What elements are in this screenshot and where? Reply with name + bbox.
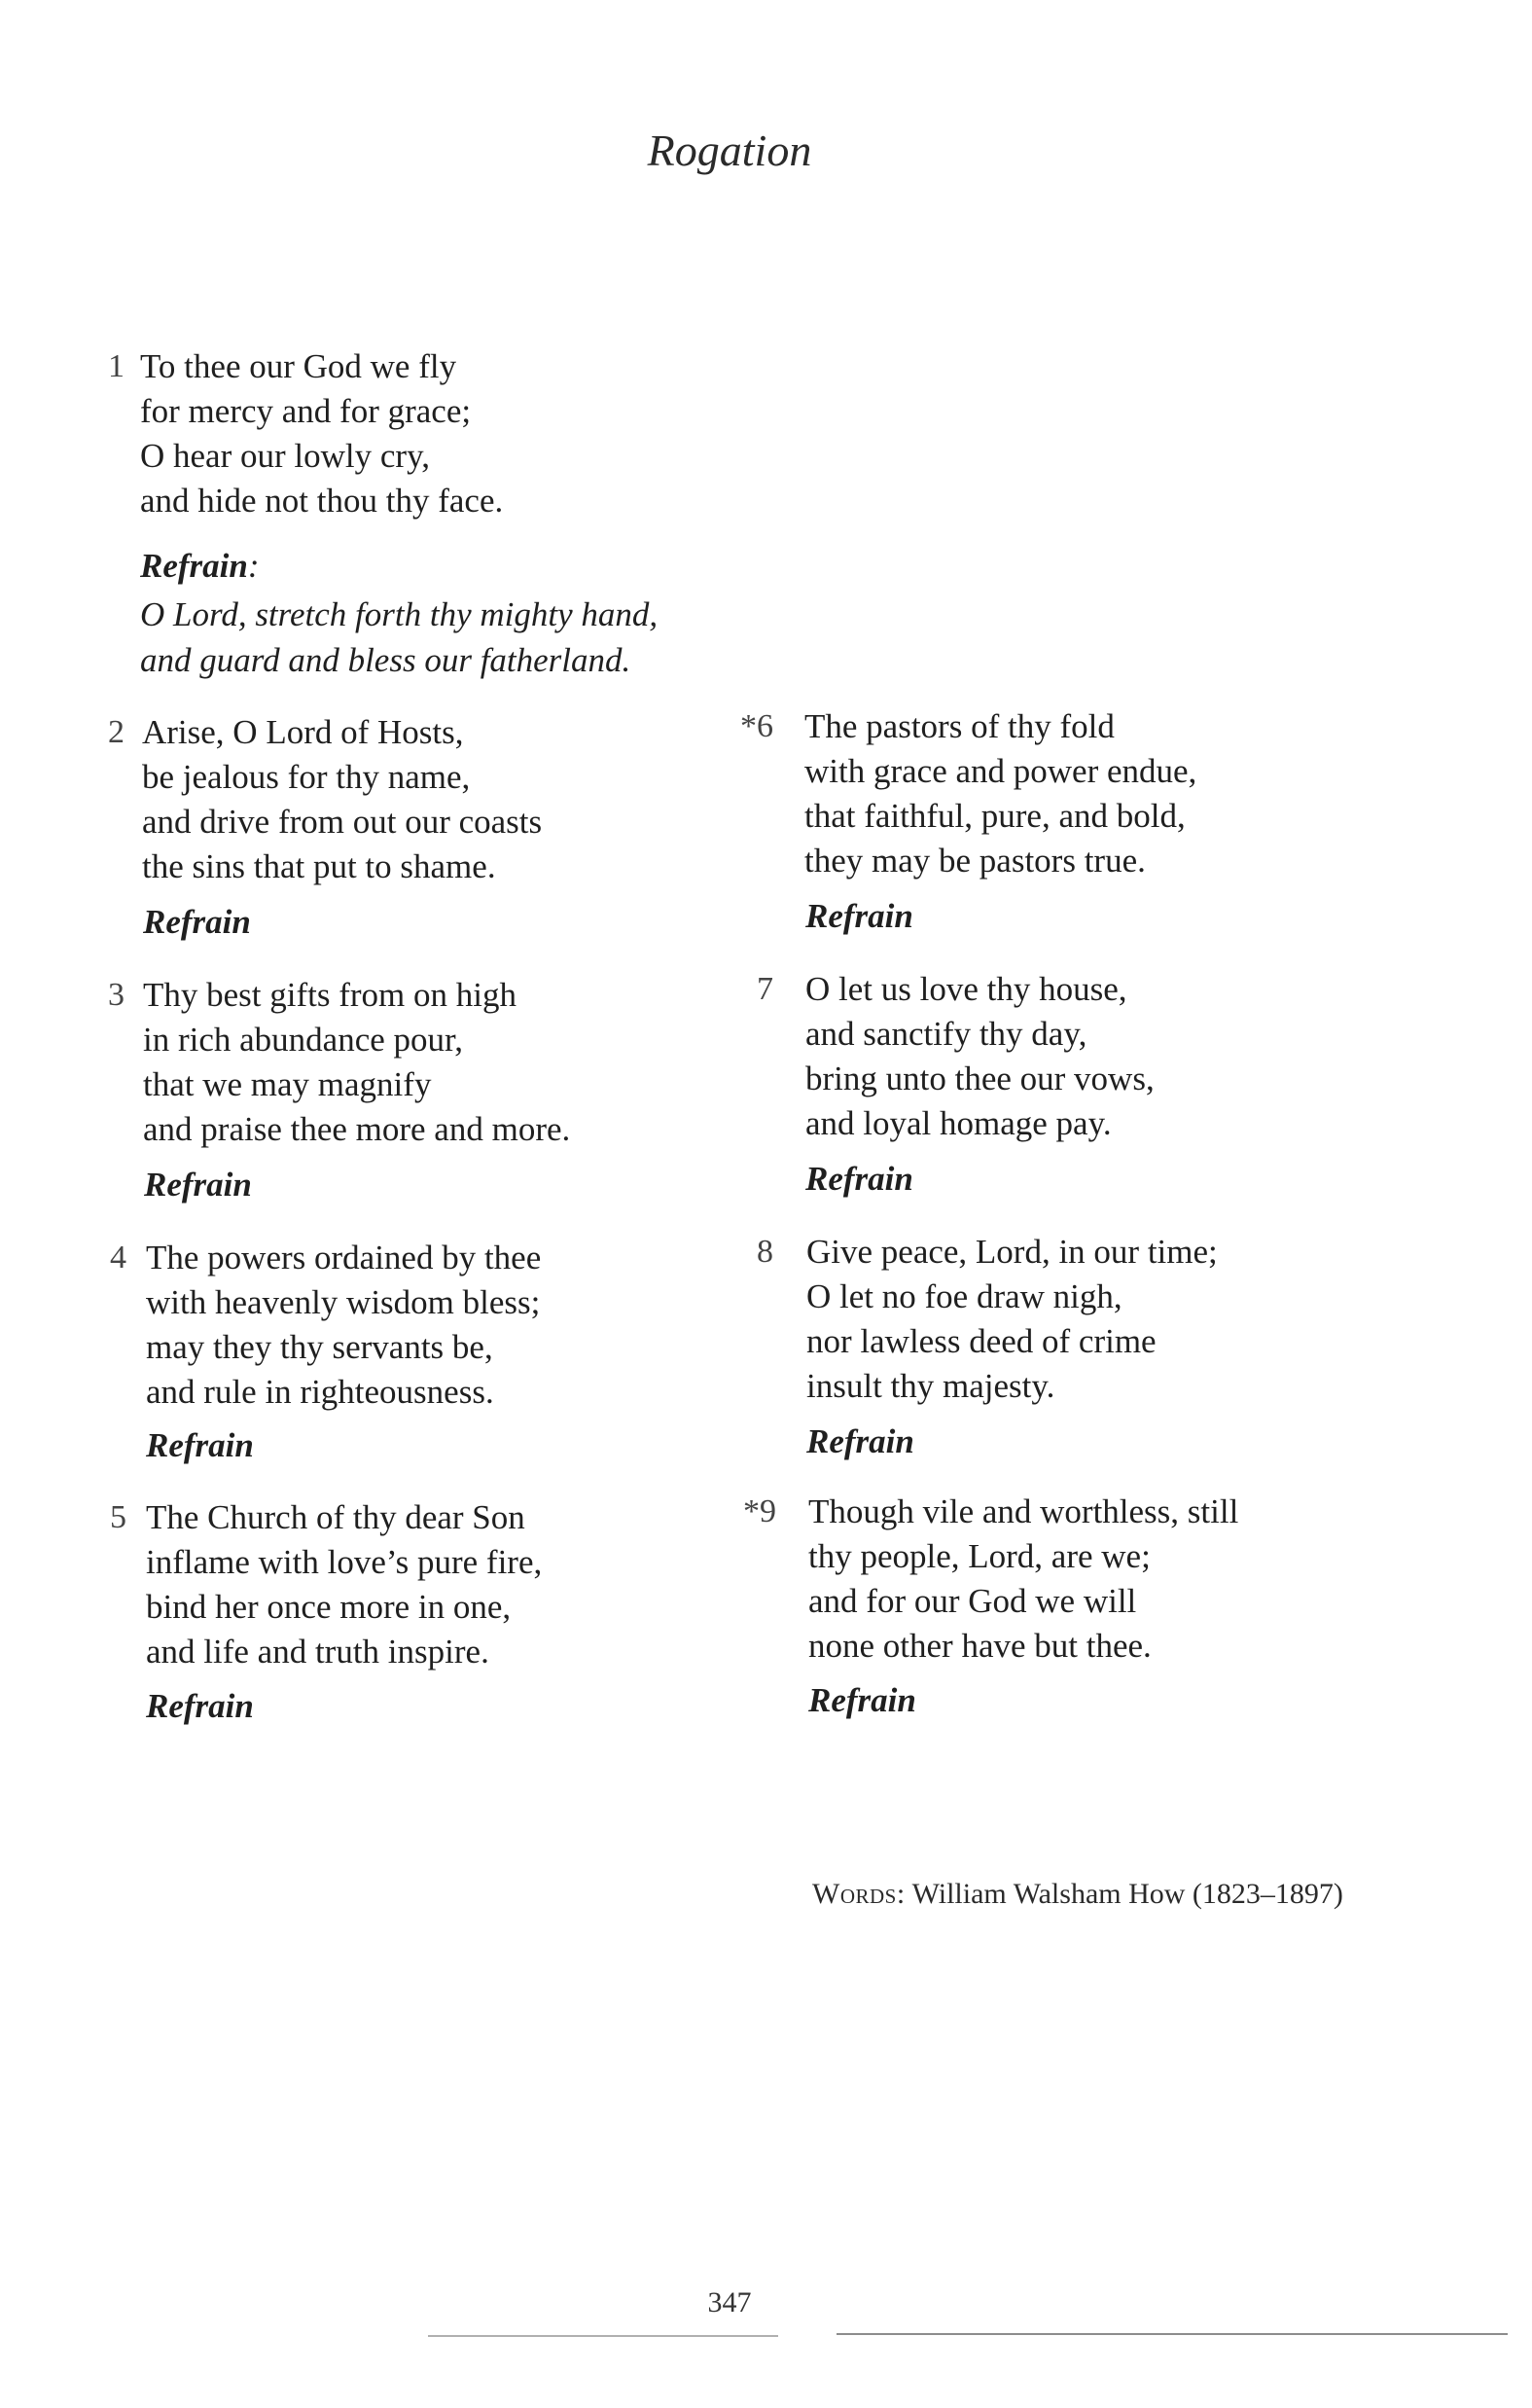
verse-line: The powers ordained by thee bbox=[146, 1239, 542, 1276]
refrain-colon: : bbox=[247, 547, 260, 585]
verse-line: none other have but thee. bbox=[808, 1627, 1152, 1665]
refrain-label: Refrain bbox=[140, 547, 248, 585]
verse-line: nor lawless deed of crime bbox=[806, 1322, 1157, 1360]
verse-line: and praise thee more and more. bbox=[143, 1110, 571, 1148]
verse-line: be jealous for thy name, bbox=[142, 758, 471, 796]
verse-line: O let us love thy house, bbox=[805, 970, 1127, 1008]
footer-rule-right bbox=[837, 2333, 1508, 2335]
verse-line: and life and truth inspire. bbox=[146, 1633, 489, 1671]
refrain-label: Refrain bbox=[144, 1166, 252, 1204]
verse-line: that faithful, pure, and bold, bbox=[804, 797, 1186, 835]
words-credit-author: William Walsham How (1823–1897) bbox=[911, 1878, 1343, 1910]
words-credit bbox=[812, 1878, 1343, 1911]
stanza-number: 4 bbox=[110, 1240, 126, 1276]
footer-rule-left bbox=[428, 2335, 778, 2337]
refrain-label: Refrain bbox=[806, 1422, 914, 1460]
verse-line: and hide not thou thy face. bbox=[140, 482, 504, 520]
refrain-label: Refrain bbox=[146, 1687, 254, 1725]
stanza-number: 7 bbox=[757, 971, 773, 1007]
verse-line: The pastors of thy fold bbox=[804, 707, 1115, 745]
stanza-number: 1 bbox=[108, 348, 125, 384]
verse-line: the sins that put to shame. bbox=[142, 847, 496, 885]
verse-line: The Church of thy dear Son bbox=[146, 1498, 525, 1536]
verse-line: O hear our lowly cry, bbox=[140, 437, 431, 475]
verse-line: bring unto thee our vows, bbox=[805, 1060, 1155, 1097]
verse-line: and for our God we will bbox=[808, 1582, 1137, 1620]
verse-line: O let no foe draw nigh, bbox=[806, 1277, 1122, 1315]
refrain-label: Refrain bbox=[143, 903, 251, 941]
verse-line: Though vile and worthless, still bbox=[808, 1492, 1239, 1530]
refrain-label: Refrain bbox=[805, 1160, 913, 1198]
verse-line: and rule in righteousness. bbox=[146, 1373, 494, 1411]
stanza-number: 5 bbox=[110, 1499, 126, 1535]
refrain-label: Refrain bbox=[805, 897, 913, 935]
verse-line: Thy best gifts from on high bbox=[143, 976, 517, 1014]
verse-line: and drive from out our coasts bbox=[142, 803, 543, 841]
stanza-number: 2 bbox=[108, 714, 125, 750]
verse-line: and loyal homage pay. bbox=[805, 1104, 1112, 1142]
page-number: 347 bbox=[707, 2286, 752, 2318]
words-credit-label: Words: bbox=[812, 1878, 906, 1910]
refrain-text bbox=[140, 592, 658, 683]
stanza-number: 8 bbox=[757, 1234, 773, 1270]
verse-line: with grace and power endue, bbox=[804, 752, 1197, 790]
verse-line: Give peace, Lord, in our time; bbox=[806, 1233, 1218, 1271]
stanza-number: 3 bbox=[108, 977, 125, 1013]
page-title: Rogation bbox=[647, 126, 812, 175]
refrain-line: and guard and bless our fatherland. bbox=[140, 641, 631, 679]
verse-line: Arise, O Lord of Hosts, bbox=[142, 713, 464, 751]
verse-line: in rich abundance pour, bbox=[143, 1021, 464, 1059]
verse-line: thy people, Lord, are we; bbox=[808, 1537, 1151, 1575]
verse-line: inflame with love’s pure fire, bbox=[146, 1543, 543, 1581]
verse-line: and sanctify thy day, bbox=[805, 1015, 1087, 1053]
verse-line: they may be pastors true. bbox=[804, 842, 1146, 880]
stanza-number: *6 bbox=[740, 708, 773, 744]
stanza-number: *9 bbox=[743, 1493, 776, 1529]
refrain-label: Refrain bbox=[808, 1681, 916, 1719]
verse-line: that we may magnify bbox=[143, 1065, 432, 1103]
refrain-line: O Lord, stretch forth thy mighty hand, bbox=[140, 595, 659, 633]
refrain-label: Refrain bbox=[146, 1426, 254, 1464]
verse-line: for mercy and for grace; bbox=[140, 392, 472, 430]
verse-line: insult thy majesty. bbox=[806, 1367, 1055, 1405]
verse-line: with heavenly wisdom bless; bbox=[146, 1283, 541, 1321]
verse-line: bind her once more in one, bbox=[146, 1588, 512, 1626]
refrain-heading bbox=[140, 547, 260, 586]
verse-line: may they thy servants be, bbox=[146, 1328, 493, 1366]
verse-line: To thee our God we fly bbox=[140, 347, 457, 385]
